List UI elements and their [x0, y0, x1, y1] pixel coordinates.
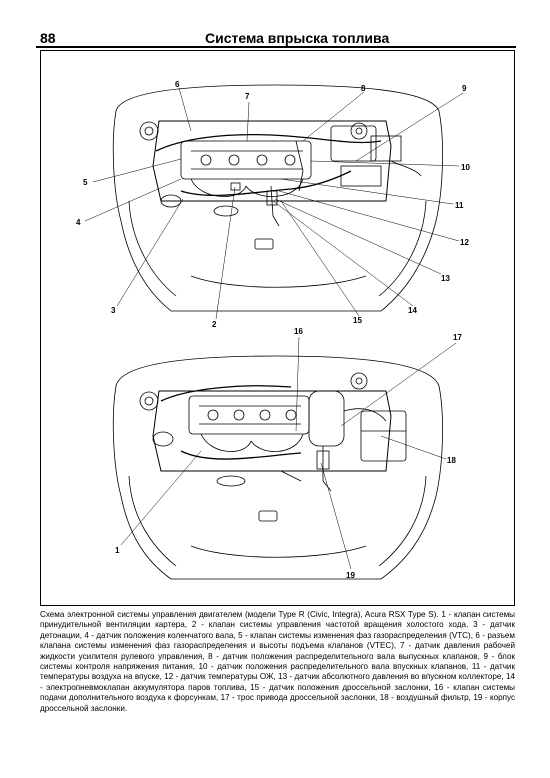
callout-10: 10: [461, 163, 470, 172]
header-rule: [36, 46, 516, 48]
callout-5: 5: [83, 178, 88, 187]
callout-6: 6: [175, 80, 180, 89]
callout-4: 4: [76, 218, 81, 227]
engine-diagrams: [41, 51, 516, 607]
callout-8: 8: [361, 84, 366, 93]
callout-19: 19: [346, 571, 355, 580]
callout-11: 11: [455, 201, 464, 210]
page-number: 88: [40, 30, 56, 46]
top-callouts: [76, 80, 470, 329]
callout-12: 12: [460, 238, 469, 247]
bottom-engine-drawing: [113, 356, 442, 579]
callout-9: 9: [462, 84, 467, 93]
callout-14: 14: [408, 306, 417, 315]
figure-frame: [40, 50, 515, 606]
callout-3: 3: [111, 306, 116, 315]
callout-15: 15: [353, 316, 362, 325]
callout-17: 17: [453, 333, 462, 342]
section-title: Система впрыска топлива: [205, 30, 390, 46]
figure-caption: Схема электронной системы управления двигателем (модели Type R (Civic, Integra), Acura RSX Type S). 1 - клапан системы принудительной вентиляции картера, 2 - клапан системы управления частотой вращения холостого хода, 3 - датчик детонации, 4 - датчик положения коленчатого вала, 5 - клапан системы изменения фаз газораспределения (VTC), 6 - разъем клапана системы изменения фаз газораспределения и высоты подъема клапанов (VTEC), 7 - датчик давления рабочей жидкости усилителя рулевого управления, 8 - датчик положения распределительного вала выпускных клапанов, 9 - блок системы контроля напряжения питания, 10 - датчик положения распределительного вала впускных клапанов, 11 - датчик температуры воздуха на впуске, 12 - датчик температуры ОЖ, 13 - датчик абсолютного давления во впускном коллекторе, 14 - электропневмоклапан аккумулятора паров топлива, 15 - датчик положения дроссельной заслонки, 16 - клапан системы подачи дополнительного воздуха к форсункам, 17 - трос привода дроссельной заслонки, 18 - воздушный фильтр, 19 - корпус дроссельной заслонки.: [40, 610, 515, 713]
top-engine-drawing: [113, 85, 442, 311]
callout-7: 7: [245, 92, 250, 101]
callout-16: 16: [294, 327, 303, 336]
callout-18: 18: [447, 456, 456, 465]
callout-2: 2: [212, 320, 217, 329]
callout-1: 1: [115, 546, 120, 555]
callout-13: 13: [441, 274, 450, 283]
